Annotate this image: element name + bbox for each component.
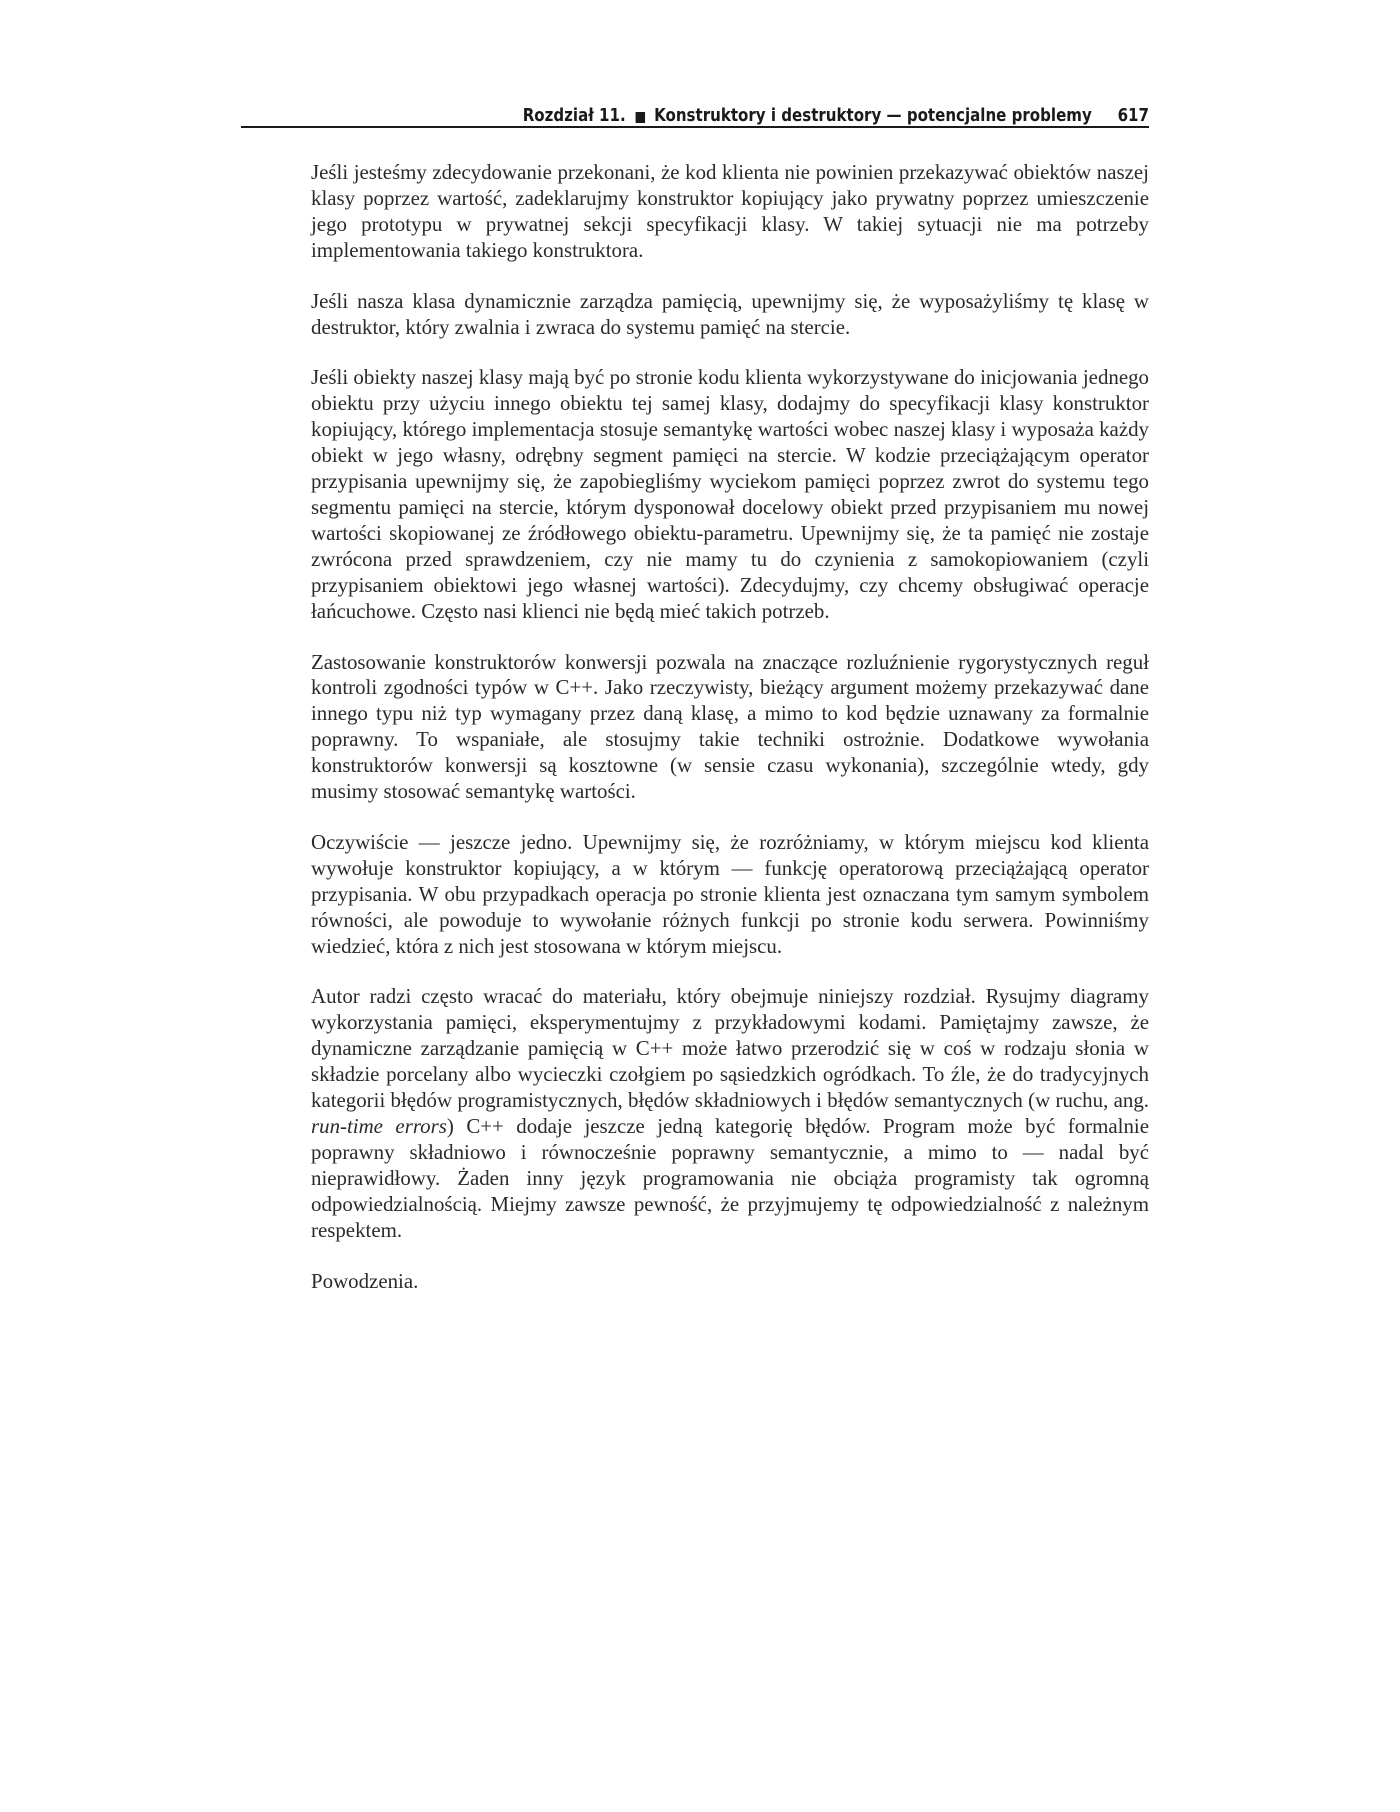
paragraph-6: [311, 984, 1149, 1243]
chapter-title: Konstruktory i destruktory — potencjalne problemy: [654, 106, 1092, 126]
page-number: 617: [1117, 106, 1149, 126]
paragraph-6-italic-term: run-time errors: [311, 1114, 447, 1138]
square-bullet-icon: [635, 112, 644, 123]
body-text: [311, 160, 1149, 1319]
running-header: [368, 92, 1149, 126]
paragraph-3: Jeśli obiekty naszej klasy mają być po stronie kodu klienta wykorzystywane do inicjowania jednego obiektu przy użyciu innego obiektu tej samej klasy, dodajmy do specyfikacji klasy konstruktor kopiujący, którego implementacja stosuje semantykę wartości wobec naszej klasy i wyposaża każdy obiekt w jego własny, odrębny segment pamięci na stercie. W kodzie przeciążającym operator przypisania upewnijmy się, że zapobiegliśmy wyciekom pamięci poprzez zwrot do systemu tego segmentu pamięci na stercie, którym dysponował docelowy obiekt przed przypisaniem mu nowej wartości skopiowanej ze źródłowego obiektu-parametru. Upewnijmy się, że ta pamięć nie zostaje zwrócona przed sprawdzeniem, czy nie mamy tu do czynienia z samokopiowaniem (czyli przypisaniem obiektowi jego własnej wartości). Zdecydujmy, czy chcemy obsługiwać operacje łańcuchowe. Często nasi klienci nie będą mieć takich potrzeb.: [311, 365, 1149, 623]
paragraph-5: Oczywiście — jeszcze jedno. Upewnijmy się, że rozróżniamy, w którym miejscu kod klienta wywołuje konstruktor kopiujący, a w którym — funkcję operatorową przeciążającą operator przypisania. W obu przypadkach operacja po stronie klienta jest oznaczana tym samym symbolem równości, ale powoduje to wywołanie różnych funkcji po stronie kodu serwera. Powinniśmy wiedzieć, która z nich jest stosowana w którym miejscu.: [311, 829, 1149, 958]
paragraph-6-text-before: Autor radzi często wracać do materiału, który obejmuje niniejszy rozdział. Rysujmy diagramy wykorzystania pamięci, eksperymentujmy z przykładowymi kodami. Pamiętajmy zawsze, że dynamiczne zarządzanie pamięcią w C++ może łatwo przerodzić się w coś w rodzaju słonia w składzie porcelany albo wycieczki czołgiem po sąsiedzkich ogródkach. To źle, że do tradycyjnych kategorii błędów programistycznych, błędów składniowych i błędów semantycznych (w ruchu, ang.: [311, 984, 1149, 1113]
header-rule: [241, 126, 1149, 128]
paragraph-4: Zastosowanie konstruktorów konwersji pozwala na znaczące rozluźnienie rygorystycznych reguł kontroli zgodności typów w C++. Jako rzeczywisty, bieżący argument możemy przekazywać dane innego typu niż typ wymagany przez daną klasę, a mimo to kod będzie uznawany za formalnie poprawny. To wspaniałe, ale stosujmy takie techniki ostrożnie. Dodatkowe wywołania konstruktorów konwersji są kosztowne (w sensie czasu wykonania), szczególnie wtedy, gdy musimy stosować semantykę wartości.: [311, 649, 1149, 804]
paragraph-1: Jeśli jesteśmy zdecydowanie przekonani, że kod klienta nie powinien przekazywać obiektów naszej klasy poprzez wartość, zadeklarujmy konstruktor kopiujący jako prywatny poprzez umieszczenie jego prototypu w prywatnej sekcji specyfikacji klasy. W takiej sytuacji nie ma potrzeby implementowania takiego konstruktora.: [311, 160, 1149, 262]
paragraph-2: Jeśli nasza klasa dynamicznie zarządza pamięcią, upewnijmy się, że wyposażyliśmy tę klasę w destruktor, który zwalnia i zwraca do systemu pamięć na stercie.: [311, 288, 1149, 339]
chapter-number: Rozdział 11.: [522, 106, 626, 126]
paragraph-6-text-after: ) C++ dodaje jeszcze jedną kategorię błędów. Program może być formalnie poprawny składniowo i równocześnie poprawny semantycznie, a mimo to — nadal być nieprawidłowy. Żaden inny język programowania nie obciąża programisty tak ogromną odpowiedzialnością. Miejmy zawsze pewność, że przyjmujemy tę odpowiedzialność z należnym respektem.: [311, 1114, 1149, 1242]
paragraph-7: Powodzenia.: [311, 1268, 419, 1293]
